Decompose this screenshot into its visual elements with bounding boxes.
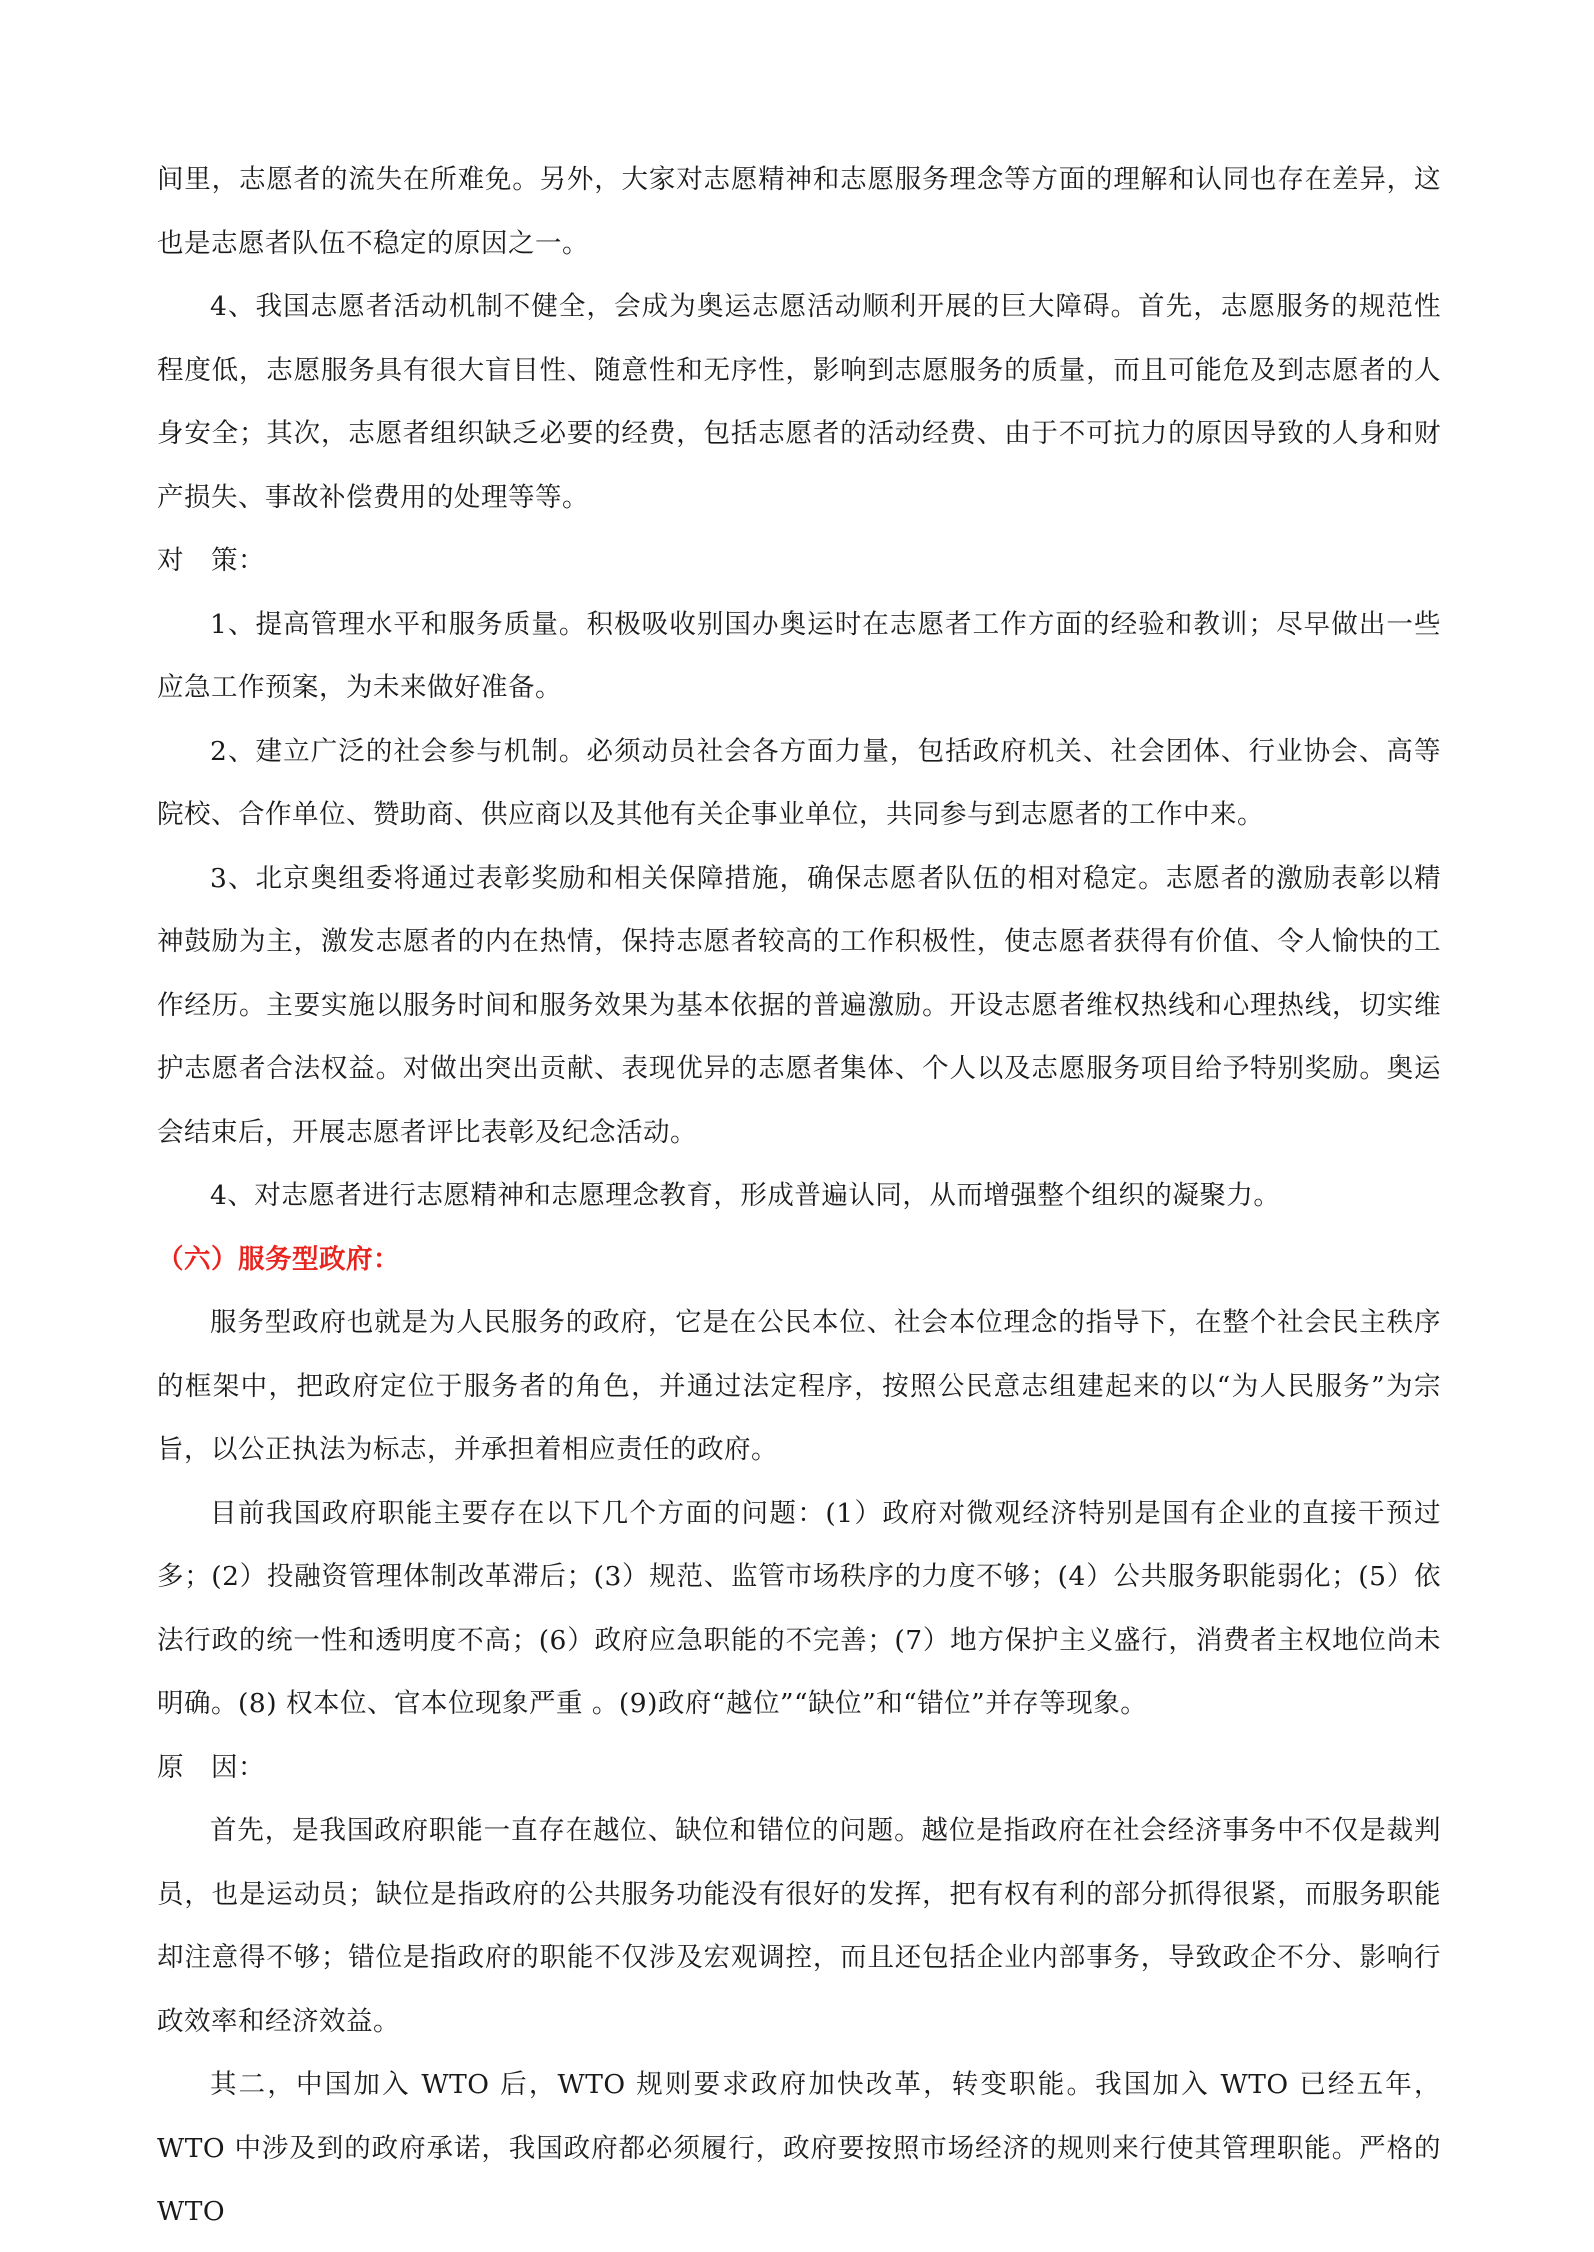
- paragraph-measure-4: 4、对志愿者进行志愿精神和志愿理念教育，形成普遍认同，从而增强整个组织的凝聚力。: [210, 1180, 1281, 1211]
- paragraph-reason-1: 首先，是我国政府职能一直存在越位、缺位和错位的问题。越位是指政府在社会经济事务中不仅是裁判员，也是运动员；缺位是指政府的公共服务功能没有很好的发挥，把有权有利的部分抓得很紧，而服务职能却注意得不够；错位是指政府的职能不仅涉及宏观调控，而且还包括企业内部事务，导致政企不分、影响行政效率和经济效益。: [157, 1815, 1441, 2037]
- paragraph-measure-1: 1、提高管理水平和服务质量。积极吸收别国办奥运时在志愿者工作方面的经验和教训；尽早做出一些应急工作预案，为未来做好准备。: [157, 608, 1441, 703]
- paragraph-problems: 目前我国政府职能主要存在以下几个方面的问题：(1）政府对微观经济特别是国有企业的直接干预过多；(2）投融资管理体制改革滞后；(3）规范、监管市场秩序的力度不够；(4）公共服务职能弱化；(5）依法行政的统一性和透明度不高；(6）政府应急职能的不完善；(7）地方保护主义盛行，消费者主权地位尚未明确。(8) 权本位、官本位现象严重 。(9)政府“越位”“缺位”和“错位”并存等现象。: [157, 1497, 1441, 1719]
- section-heading-service-government: （六）服务型政府：: [157, 1243, 400, 1275]
- paragraph-definition: 服务型政府也就是为人民服务的政府，它是在公民本位、社会本位理念的指导下，在整个社会民主秩序的框架中，把政府定位于服务者的角色，并通过法定程序，按照公民意志组建起来的以“为人民服务”为宗旨，以公正执法为标志，并承担着相应责任的政府。: [157, 1307, 1441, 1465]
- paragraph-reason-2: 其二，中国加入 WTO 后，WTO 规则要求政府加快改革，转变职能。我国加入 WTO 已经五年，WTO 中涉及到的政府承诺，我国政府都必须履行，政府要按照市场经济的规则来行使其管理职能。严格的 WTO: [157, 2069, 1441, 2227]
- label-countermeasures: 对 策：: [157, 545, 265, 576]
- paragraph-mechanism-problem: 4、我国志愿者活动机制不健全，会成为奥运志愿活动顺利开展的巨大障碍。首先，志愿服务的规范性程度低，志愿服务具有很大盲目性、随意性和无序性，影响到志愿服务的质量，而且可能危及到志愿者的人身安全；其次，志愿者组织缺乏必要的经费，包括志愿者的活动经费、由于不可抗力的原因导致的人身和财产损失、事故补偿费用的处理等等。: [157, 291, 1441, 513]
- paragraph-measure-2: 2、建立广泛的社会参与机制。必须动员社会各方面力量，包括政府机关、社会团体、行业协会、高等院校、合作单位、赞助商、供应商以及其他有关企事业单位，共同参与到志愿者的工作中来。: [157, 735, 1441, 830]
- label-reasons: 原 因：: [157, 1751, 265, 1783]
- paragraph-volunteer-loss: 间里，志愿者的流失在所难免。另外，大家对志愿精神和志愿服务理念等方面的理解和认同也存在差异，这也是志愿者队伍不稳定的原因之一。: [157, 164, 1441, 259]
- paragraph-measure-3: 3、北京奥组委将通过表彰奖励和相关保障措施，确保志愿者队伍的相对稳定。志愿者的激励表彰以精神鼓励为主，激发志愿者的内在热情，保持志愿者较高的工作积极性，使志愿者获得有价值、令人愉快的工作经历。主要实施以服务时间和服务效果为基本依据的普遍激励。开设志愿者维权热线和心理热线，切实维护志愿者合法权益。对做出突出贡献、表现优异的志愿者集体、个人以及志愿服务项目给予特别奖励。奥运会结束后，开展志愿者评比表彰及纪念活动。: [157, 862, 1441, 1148]
